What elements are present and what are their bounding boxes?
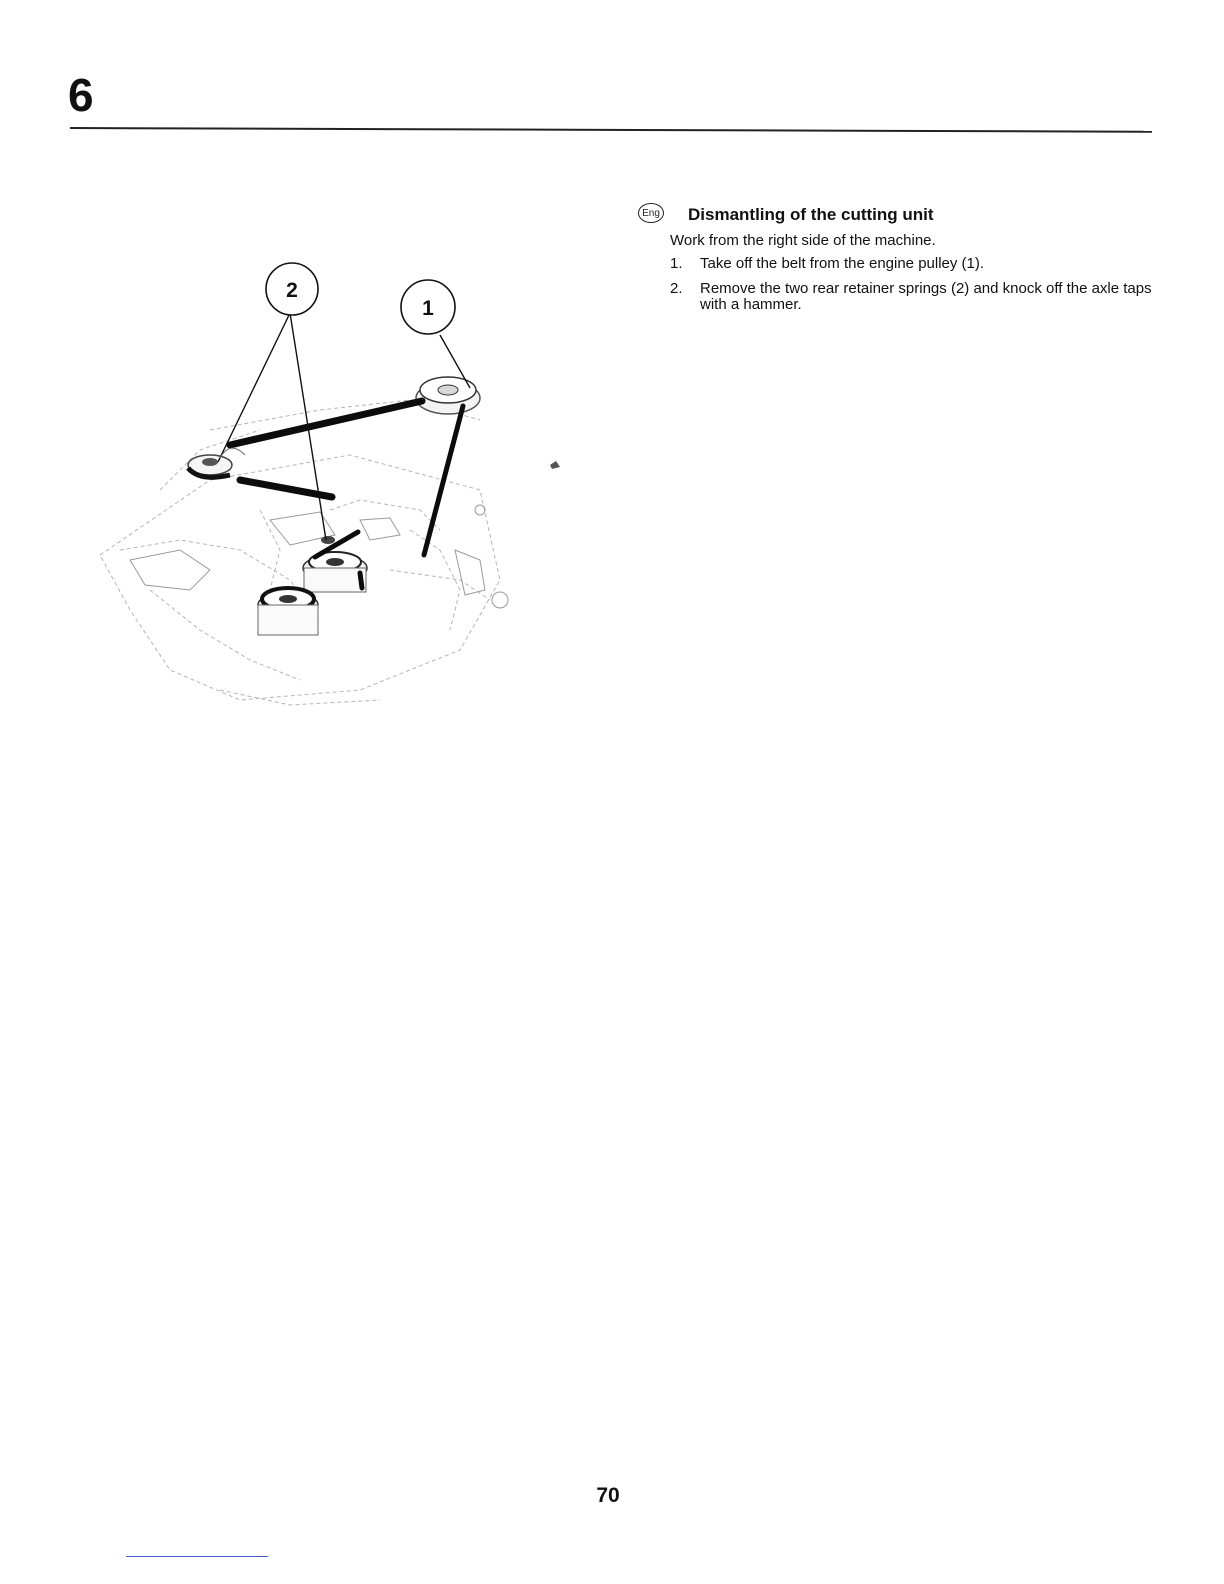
section-title: Dismantling of the cutting unit [688, 205, 934, 224]
footer-line [126, 1556, 268, 1557]
list-item [670, 281, 1160, 313]
language-badge: Eng [638, 203, 664, 223]
callout-leaders [218, 313, 470, 540]
rear-right-spring [321, 536, 335, 544]
callout-1 [401, 280, 455, 334]
callout-2 [266, 263, 318, 315]
chapter-number: 6 [68, 69, 94, 121]
cutting-unit-illustration [60, 250, 600, 730]
step-number: 2. [670, 280, 683, 297]
header-rule [70, 127, 1152, 133]
deck-housing [100, 400, 500, 705]
step-text: Take off the belt from the engine pulley (1). [700, 255, 985, 272]
steps-list [670, 256, 1160, 322]
page-number: 70 [596, 1484, 620, 1507]
callout-2-label: 2 [286, 279, 298, 302]
left-idler-pulley [188, 455, 232, 477]
engine-pulley [416, 377, 480, 414]
intro-text: Work from the right side of the machine. [670, 232, 936, 249]
list-item [670, 256, 1160, 272]
step-number: 1. [670, 255, 683, 272]
step-text: Remove the two rear retainer springs (2) and knock off the axle taps with a hammer. [700, 280, 1152, 313]
front-pulley [258, 588, 318, 635]
callout-1-label: 1 [422, 297, 434, 320]
center-pulley [303, 552, 367, 592]
